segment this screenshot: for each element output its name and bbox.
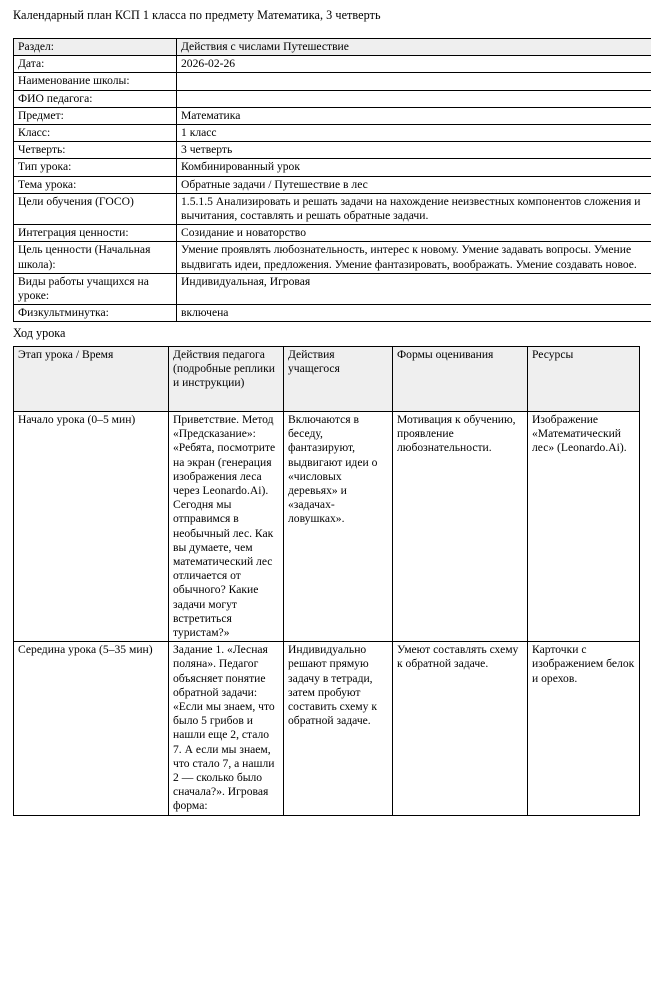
info-value-school — [177, 73, 651, 90]
lesson-flow-table — [13, 346, 640, 816]
table-row — [14, 125, 651, 142]
info-label-data: Дата: — [14, 56, 177, 73]
table-row — [14, 305, 651, 322]
table-row — [14, 56, 651, 73]
table-row — [14, 642, 640, 815]
info-value-subject: Математика — [177, 107, 651, 124]
stage-cell: Середина урока (5–35 мин) — [14, 642, 169, 815]
info-value-lesson-type: Комбинированный урок — [177, 159, 651, 176]
info-value-data: 2026-02-26 — [177, 56, 651, 73]
table-row — [14, 73, 651, 90]
info-label-quarter: Четверть: — [14, 142, 177, 159]
info-value-value-goal: Умение проявлять любознательность, интерес к новому. Умение задавать вопросы. Умение выдвигать идеи, предложения. Умение фантазировать, воображать. Умение создавать новое. — [177, 242, 651, 273]
page-title: Календарный план КСП 1 класса по предмету Математика, 3 четверть — [13, 8, 381, 22]
lesson-flow-table-header — [14, 347, 640, 412]
lesson-info-table-body — [14, 39, 651, 322]
table-row — [14, 412, 640, 642]
student-actions-cell: Включаются в беседу, фантазируют, выдвигают идеи о «числовых деревьях» и «задачах-ловушках». — [284, 412, 393, 642]
column-header-resources: Ресурсы — [528, 347, 640, 412]
info-label-teacher-name: ФИО педагога: — [14, 90, 177, 107]
table-row — [14, 242, 651, 273]
table-row — [14, 90, 651, 107]
lesson-flow-table-body — [14, 412, 640, 816]
student-actions-cell: Индивидуально решают прямую задачу в тетради, затем пробуют составить схему к обратной задаче. — [284, 642, 393, 815]
table-row — [14, 193, 651, 224]
teacher-actions-cell: Приветствие. Метод «Предсказание»: «Ребята, посмотрите на экран (генерация изображения леса через Leonardo.Ai). Сегодня мы отправимся в необычный лес. Как вы думаете, чем математический лес отличается от обычного? Какие задачи могут встретиться туристам?» — [169, 412, 284, 642]
resources-cell: Изображение «Математический лес» (Leonardo.Ai). — [528, 412, 640, 642]
info-label-work-types: Виды работы учащихся на уроке: — [14, 273, 177, 304]
column-header-student-actions: Действия учащегося — [284, 347, 393, 412]
info-label-razdel: Раздел: — [14, 39, 177, 56]
info-label-lesson-type: Тип урока: — [14, 159, 177, 176]
column-header-teacher-actions: Действия педагога (подробные реплики и инструкции) — [169, 347, 284, 412]
info-value-physical-break: включена — [177, 305, 651, 322]
table-row — [14, 142, 651, 159]
resources-cell: Карточки с изображением белок и орехов. — [528, 642, 640, 815]
info-value-learning-goals: 1.5.1.5 Анализировать и решать задачи на нахождение неизвестных компонентов сложения и вычитания, составлять и решать обратные задачи. — [177, 193, 651, 224]
info-label-value-goal: Цель ценности (Начальная школа): — [14, 242, 177, 273]
info-label-class: Класс: — [14, 125, 177, 142]
assessment-forms-cell: Мотивация к обучению, проявление любознательности. — [393, 412, 528, 642]
info-value-razdel: Действия с числами Путешествие — [177, 39, 651, 56]
table-row — [14, 225, 651, 242]
info-label-value-integration: Интеграция ценности: — [14, 225, 177, 242]
info-value-lesson-topic: Обратные задачи / Путешествие в лес — [177, 176, 651, 193]
column-header-stage: Этап урока / Время — [14, 347, 169, 412]
section-heading-lesson-flow: Ход урока — [13, 326, 66, 340]
info-label-physical-break: Физкультминутка: — [14, 305, 177, 322]
table-row — [14, 159, 651, 176]
info-value-teacher-name — [177, 90, 651, 107]
info-value-class: 1 класс — [177, 125, 651, 142]
assessment-forms-cell: Умеют составлять схему к обратной задаче. — [393, 642, 528, 815]
info-label-subject: Предмет: — [14, 107, 177, 124]
info-value-value-integration: Созидание и новаторство — [177, 225, 651, 242]
info-value-quarter: 3 четверть — [177, 142, 651, 159]
info-label-school: Наименование школы: — [14, 73, 177, 90]
table-header-row — [14, 347, 640, 412]
teacher-actions-cell: Задание 1. «Лесная поляна». Педагог объясняет понятие обратной задачи: «Если мы знаем, что было 5 грибов и нашли еще 2, стало 7. А если мы знаем, что стало 7, а нашли 2 — сколько было сначала?». Игровая форма: — [169, 642, 284, 815]
info-label-lesson-topic: Тема урока: — [14, 176, 177, 193]
table-row — [14, 273, 651, 304]
table-row — [14, 107, 651, 124]
table-row — [14, 39, 651, 56]
info-value-work-types: Индивидуальная, Игровая — [177, 273, 651, 304]
stage-cell: Начало урока (0–5 мин) — [14, 412, 169, 642]
table-row — [14, 176, 651, 193]
column-header-assessment-forms: Формы оценивания — [393, 347, 528, 412]
info-label-learning-goals: Цели обучения (ГОСО) — [14, 193, 177, 224]
lesson-info-table — [13, 38, 651, 322]
